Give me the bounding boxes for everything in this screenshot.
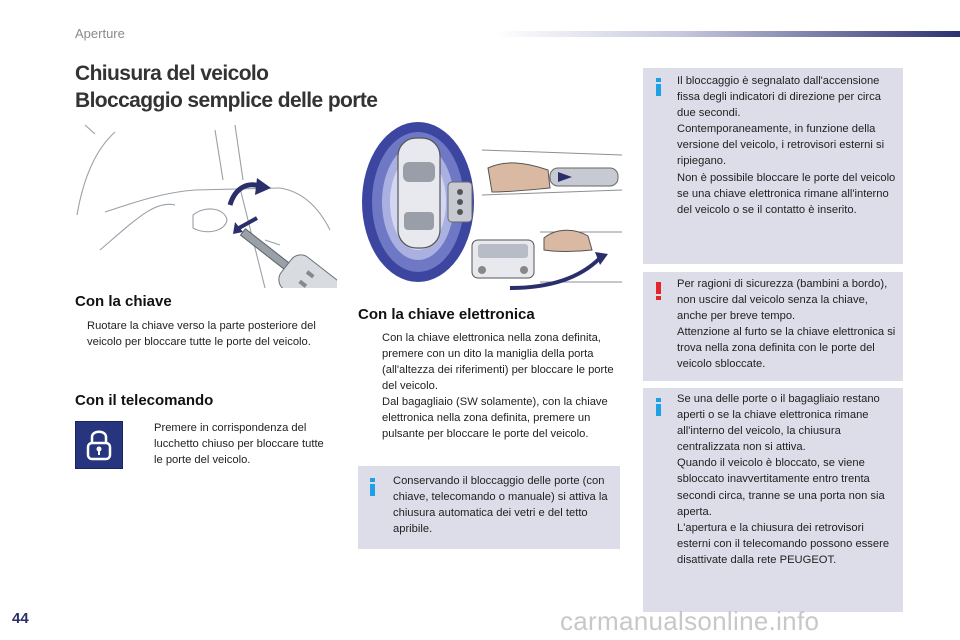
windows-closing-info-text: Conservando il bloccaggio delle porte (con chiave, telecomando o manuale) si attiva la chiusura automatica dei vetri e del tetto apribile. (393, 475, 608, 536)
lock-closed-icon (75, 421, 123, 469)
watermark: carmanualsonline.info (560, 606, 820, 636)
keyless-zone-illustration (360, 120, 622, 292)
header-bar (495, 31, 960, 37)
locking-info-text: Il bloccaggio è segnalato dall'accensione fissa degli indicatori di direzione per circa due secondi. Contemporaneamente, in funzione della versione del veicolo, i retrovisori esterni si ripiegano. Non è possibile bloccare le porte del veicolo se una chiave elettronica rimane all'interno del veicolo o se il contatto è inserito. (677, 75, 896, 216)
page-title: Chiusura del veicolo (75, 62, 269, 85)
remote-bullet (142, 420, 332, 468)
windows-closing-info-box (358, 466, 620, 549)
central-locking-info-text: Se una delle porte o il bagagliaio restano aperti o se la chiave elettronica rimane all'interno del veicolo, la chiusura centralizzata non si attiva. Quando il veicolo è bloccato, se viene sbloccato inavvertitamente entro trenta secondi circa, tranne se una porta non sia aperta. L'apertura e la chiusura dei retrovisori esterni con il telecomando possono essere disattivate dalla rete PEUGEOT. (677, 393, 890, 566)
safety-warning-text: Per ragioni di sicurezza (bambini a bordo), non uscire dal veicolo senza la chiave, anche per breve tempo. Attenzione al furto se la chiave elettronica si trova nella zona definita con le porte del veicolo sbloccate. (677, 278, 896, 371)
electronic-key-bullet-2-text: Dal bagagliaio (SW solamente), con la chiave elettronica nella zona definita, premere un pulsante per bloccare le porte del veicolo. (382, 396, 608, 440)
page-number: 44 (12, 610, 29, 627)
remote-heading: Con il telecomando (75, 392, 214, 409)
central-locking-info-box (643, 388, 903, 612)
page-subtitle: Bloccaggio semplice delle porte (75, 89, 378, 112)
key-bullet-text: Ruotare la chiave verso la parte posteriore del veicolo per bloccare tutte le porte del veicolo. (87, 320, 316, 348)
remote-bullet-text: Premere in corrispondenza del lucchetto chiuso per bloccare tutte le porte del veicolo. (154, 422, 324, 466)
key-turn-illustration (75, 120, 337, 288)
key-heading: Con la chiave (75, 293, 172, 310)
electronic-key-bullet-1 (370, 330, 618, 394)
locking-info-box (643, 68, 903, 264)
key-bullet (75, 318, 337, 350)
safety-warning-box (643, 272, 903, 381)
section-label: Aperture (75, 26, 125, 41)
electronic-key-heading: Con la chiave elettronica (358, 306, 535, 323)
electronic-key-bullet-2 (370, 394, 618, 442)
electronic-key-bullet-1-text: Con la chiave elettronica nella zona definita, premere con un dito la maniglia della porta (all'altezza dei riferimenti) per bloccare le porte del veicolo. (382, 332, 614, 392)
